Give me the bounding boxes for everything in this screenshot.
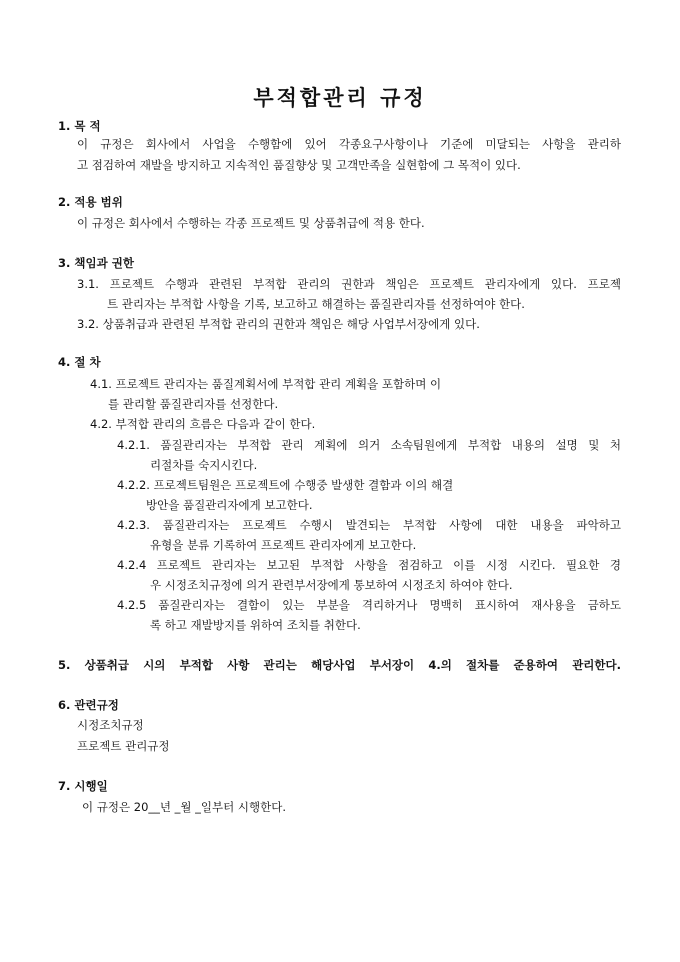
section-4-line-3: 4.2. 부적합 관리의 흐름은 다음과 같이 한다.: [90, 417, 316, 431]
section-1-heading: 1. 목 적: [58, 119, 101, 133]
section-4-line-1: 4.1. 프로젝트 관리자는 품질계획서에 부적합 관리 계획을 포함하며 이: [90, 377, 442, 391]
document-title: 부적합관리 규정: [253, 85, 427, 110]
section-7-line-1: 이 규정은 20__년 _월 _일부터 시행한다.: [82, 800, 286, 814]
section-6-heading: 6. 관련규정: [58, 698, 119, 712]
section-3-line-3: 3.2. 상품취급과 관련된 부적합 관리의 권한과 책임은 해당 사업부서장에게 있다.: [77, 317, 480, 331]
section-4-line-11: 우 시정조치규정에 의거 관련부서장에게 통보하여 시정조치 하여야 한다.: [150, 578, 513, 592]
section-4-line-4: 4.2.1. 품질관리자는 부적합 관리 계획에 의거 소속팀원에게 부적합 내용의 설명 및 처: [117, 438, 621, 452]
section-4-heading: 4. 절 차: [58, 355, 101, 369]
section-1-line-2: 고 점검하여 재발을 방지하고 지속적인 품질향상 및 고객만족을 실현함에 그 목적이 있다.: [77, 158, 521, 172]
section-4-line-10: 4.2.4 프로젝트 관리자는 보고된 부적합 사항을 점검하고 이를 시정 시킨다. 필요한 경: [117, 558, 621, 572]
section-4-line-7: 방안을 품질관리자에게 보고한다.: [146, 498, 313, 512]
section-2-line-1: 이 규정은 회사에서 수행하는 각종 프로젝트 및 상품취급에 적용 한다.: [77, 216, 425, 230]
section-5-heading: 5. 상품취급 시의 부적합 사항 관리는 해당사업 부서장이 4.의 절차를 준용하여 관리한다.: [58, 658, 621, 672]
section-3-line-2: 트 관리자는 부적합 사항을 기록, 보고하고 해결하는 품질관리자를 선정하여야 한다.: [107, 297, 525, 311]
section-3-line-1: 3.1. 프로젝트 수행과 관련된 부적합 관리의 권한과 책임은 프로젝트 관리자에게 있다. 프로젝: [77, 277, 621, 291]
section-4-line-5: 리절차를 숙지시킨다.: [150, 458, 258, 472]
section-4-line-6: 4.2.2. 프로젝트팀원은 프로젝트에 수행중 발생한 결함과 이의 해결: [117, 478, 454, 492]
section-1-line-1: 이 규정은 회사에서 사업을 수행함에 있어 각종요구사항이나 기준에 미달되는 사항을 관리하: [77, 137, 621, 151]
section-2-heading: 2. 적용 범위: [58, 195, 123, 209]
section-6-line-1: 시정조치규정: [77, 718, 144, 732]
section-4-line-12: 4.2.5 품질관리자는 결함이 있는 부분을 격리하거나 명백히 표시하여 재사용을 금하도: [117, 598, 621, 612]
section-4-line-8: 4.2.3. 품질관리자는 프로젝트 수행시 발견되는 부적합 사항에 대한 내용을 파악하고: [117, 518, 621, 532]
section-4-line-13: 록 하고 재발방지를 위하여 조치를 취한다.: [150, 618, 361, 632]
section-4-line-2: 를 관리할 품질관리자를 선정한다.: [108, 397, 279, 411]
section-7-heading: 7. 시행일: [58, 779, 108, 793]
section-6-line-2: 프로젝트 관리규정: [77, 739, 170, 753]
section-3-heading: 3. 책임과 권한: [58, 256, 134, 270]
section-4-line-9: 유형을 분류 기록하여 프로젝트 관리자에게 보고한다.: [150, 538, 417, 552]
